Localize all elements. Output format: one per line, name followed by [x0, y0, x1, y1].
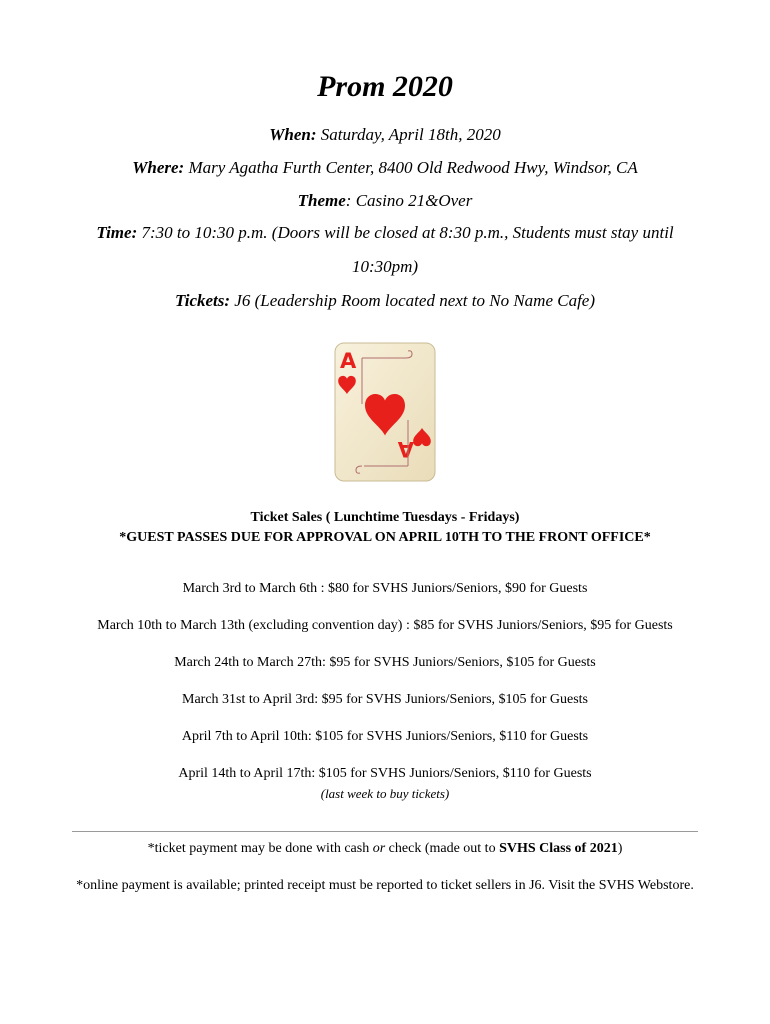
price-line: April 7th to April 10th: $105 for SVHS Juniors/Seniors, $110 for Guests [181, 729, 589, 744]
ticket-sales-block [0, 508, 770, 548]
time-label: Time: [96, 223, 138, 242]
time-line [75, 216, 695, 284]
card-rank-bottom: A [397, 437, 414, 461]
time-value: 7:30 to 10:30 p.m. (Doors will be closed at 8:30 p.m., Students must stay until 10:30pm) [137, 223, 674, 276]
ace-of-hearts-card-icon [334, 342, 436, 482]
tickets-label: Tickets: [174, 291, 231, 310]
where-value: Mary Agatha Furth Center, 8400 Old Redwood Hwy, Windsor, CA [184, 158, 638, 177]
theme-line [60, 184, 710, 218]
card-rank-top: A [340, 349, 357, 373]
payment-note-part2: check (made out to [385, 841, 500, 856]
where-label: Where: [132, 158, 185, 177]
when-label: When: [269, 125, 317, 144]
theme-value: : Casino 21&Over [345, 191, 473, 210]
guest-notice: *GUEST PASSES DUE FOR APPROVAL ON APRIL 10TH TO THE FRONT OFFICE* [119, 530, 651, 545]
tickets-line [60, 284, 710, 318]
divider [72, 831, 698, 832]
price-line: March 31st to April 3rd: $95 for SVHS Juniors/Seniors, $105 for Guests [182, 692, 588, 707]
theme-label: Theme [297, 191, 346, 210]
payment-note-or: or [372, 841, 386, 856]
where-line [60, 151, 710, 185]
payment-note-part3: ) [617, 841, 623, 856]
online-payment-note: *online payment is available; printed receipt must be reported to ticket sellers in J6. Visit the SVHS Webstore. [76, 878, 694, 893]
payment-note-class: SVHS Class of 2021 [499, 841, 618, 856]
price-line: March 3rd to March 6th : $80 for SVHS Juniors/Seniors, $90 for Guests [182, 581, 588, 596]
sales-heading: Ticket Sales ( Lunchtime Tuesdays - Fridays) [250, 510, 520, 525]
price-line: April 14th to April 17th: $105 for SVHS Juniors/Seniors, $110 for Guests [178, 766, 592, 781]
price-line: March 24th to March 27th: $95 for SVHS Juniors/Seniors, $105 for Guests [174, 655, 596, 670]
payment-note [70, 839, 700, 859]
when-value: Saturday, April 18th, 2020 [316, 125, 501, 144]
payment-note-part1: *ticket payment may be done with cash [147, 841, 373, 856]
last-week-note: (last week to buy tickets) [320, 786, 450, 801]
page-title: Prom 2020 [317, 70, 453, 103]
price-line: March 10th to March 13th (excluding convention day) : $85 for SVHS Juniors/Seniors, $95 for Guests [97, 618, 673, 633]
when-line [60, 118, 710, 152]
tickets-value: J6 (Leadership Room located next to No Name Cafe) [230, 291, 596, 310]
